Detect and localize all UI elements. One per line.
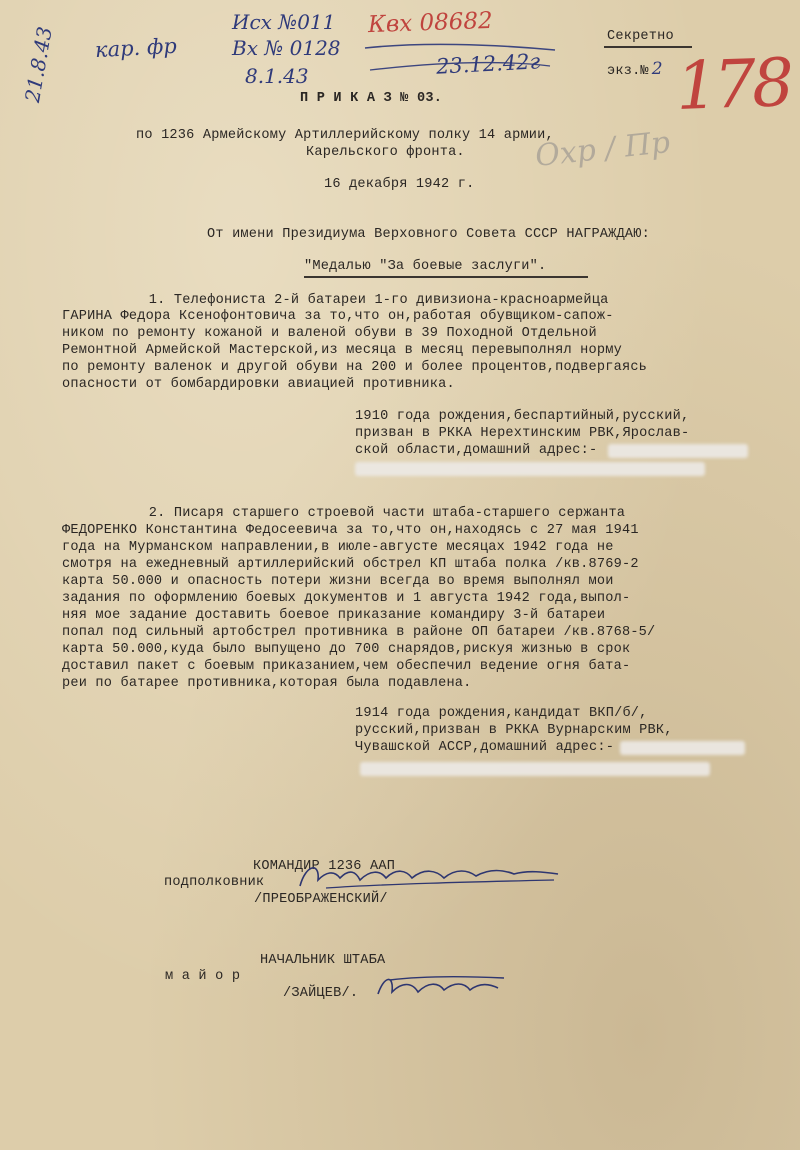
award-2-line: года на Мурманском направлении,в июле-августе месяцах 1942 года не: [62, 540, 614, 555]
award-2-line: реи по батарее противника,которая была подавлена.: [62, 676, 472, 691]
handwritten-incoming-date: 8.1.43: [245, 64, 309, 88]
award-preamble: От имени Президиума Верховного Совета СССР НАГРАЖДАЮ:: [207, 227, 650, 242]
chief-rank: м а й о р: [165, 969, 241, 984]
redacted-address: [360, 762, 710, 776]
award-2-line: задания по оформлению боевых документов и 1 августа 1942 года,выпол-: [62, 591, 631, 606]
copy-label: экз.№ 2: [607, 59, 663, 79]
secret-stamp: Секретно: [607, 29, 674, 44]
award-1-line: 1. Телефониста 2-й батареи 1-го дивизиона-красноармейца: [107, 293, 609, 308]
handwritten-page-number: 178: [674, 44, 792, 125]
award-1-bio-line: 1910 года рождения,беспартийный,русский,: [355, 409, 690, 424]
chief-name: /ЗАЙЦЕВ/.: [283, 986, 359, 1001]
award-2-bio-line: Чувашской АССР,домашний адрес:-: [355, 740, 615, 755]
commander-title: КОМАНДИР 1236 ААП: [253, 859, 396, 874]
commander-name: /ПРЕОБРАЖЕНСКИЙ/: [254, 892, 388, 907]
handwritten-date-top: 23.12.42г: [435, 49, 541, 79]
award-2-line: доставил пакет с боевым приказанием,чем обеспечил ведение огня бата-: [62, 659, 631, 674]
award-2-line: попал под сильный артобстрел противника в районе ОП батареи /кв.8768-5/: [62, 625, 656, 640]
award-1-bio-line: призван в РККА Нерехтинским РВК,Ярослав-: [355, 426, 690, 441]
handwritten-incoming-number: Вх № 0128: [232, 36, 341, 60]
copy-number: 2: [651, 59, 663, 79]
order-subtitle-line-1: по 1236 Армейскому Артиллерийскому полку 14 армии,: [136, 128, 554, 143]
handwritten-date-left: 21.8.43: [20, 24, 57, 105]
award-2-bio-line: 1914 года рождения,кандидат ВКП/б/,: [355, 706, 648, 721]
redacted-address: [608, 444, 748, 458]
commander-signature: [296, 858, 566, 898]
award-2-bio-line: русский,призван в РККА Вурнарским РВК,: [355, 723, 673, 738]
handwritten-grey-scribble: Охр / Пр: [533, 125, 672, 174]
award-2-line: карта 50.000 и опасность потери жизни всегда во время выполнял мои: [62, 574, 614, 589]
award-1-line: ником по ремонту кожаной и валеной обуви в 39 Походной Отдельной: [62, 326, 597, 341]
medal-underline: [304, 276, 588, 278]
chief-signature: [372, 968, 512, 1008]
handwritten-outgoing-number: Исх №011: [232, 10, 336, 34]
award-2-line: няя мое задание доставить боевое приказание командиру 3-й батареи: [62, 608, 606, 623]
award-2-line: карта 50.000,куда было выпущено до 700 снарядов,рискуя жизнью в срок: [62, 642, 631, 657]
award-2-line: смотря на ежедневный артиллерийский обстрел КП штаба полка /кв.8769-2: [62, 557, 639, 572]
award-2-line: 2. Писаря старшего строевой части штаба-старшего сержанта: [107, 506, 626, 521]
award-1-bio-line: ской области,домашний адрес:-: [355, 443, 598, 458]
handwritten-archive-number: Квх 08682: [367, 7, 494, 39]
commander-rank: подполковник: [164, 875, 265, 890]
chief-title: НАЧАЛЬНИК ШТАБА: [260, 953, 386, 968]
award-1-line: Ремонтной Армейской Мастерской,из месяца в месяц перевыполнял норму: [62, 343, 622, 358]
order-date: 16 декабря 1942 г.: [324, 177, 475, 192]
handwritten-kar-ff: кар. фр: [94, 33, 178, 63]
award-1-line: ГАРИНА Федора Ксенофонтовича за то,что он,работая обувщиком-сапож-: [62, 309, 614, 324]
award-1-line: опасности от бомбардировки авиацией противника.: [62, 377, 455, 392]
award-2-line: ФЕДОРЕНКО Константина Федосеевича за то,что он,находясь с 27 мая 1941: [62, 523, 639, 538]
redacted-address: [355, 462, 705, 476]
award-1-line: по ремонту валенок и другой обуви на 200 и более процентов,подвергаясь: [62, 360, 648, 375]
order-subtitle-line-2: Карельского фронта.: [306, 145, 465, 160]
order-title: П Р И К А З № 03.: [300, 91, 443, 106]
redacted-address: [620, 741, 745, 755]
medal-name: "Медалью "За боевые заслуги".: [304, 259, 547, 274]
